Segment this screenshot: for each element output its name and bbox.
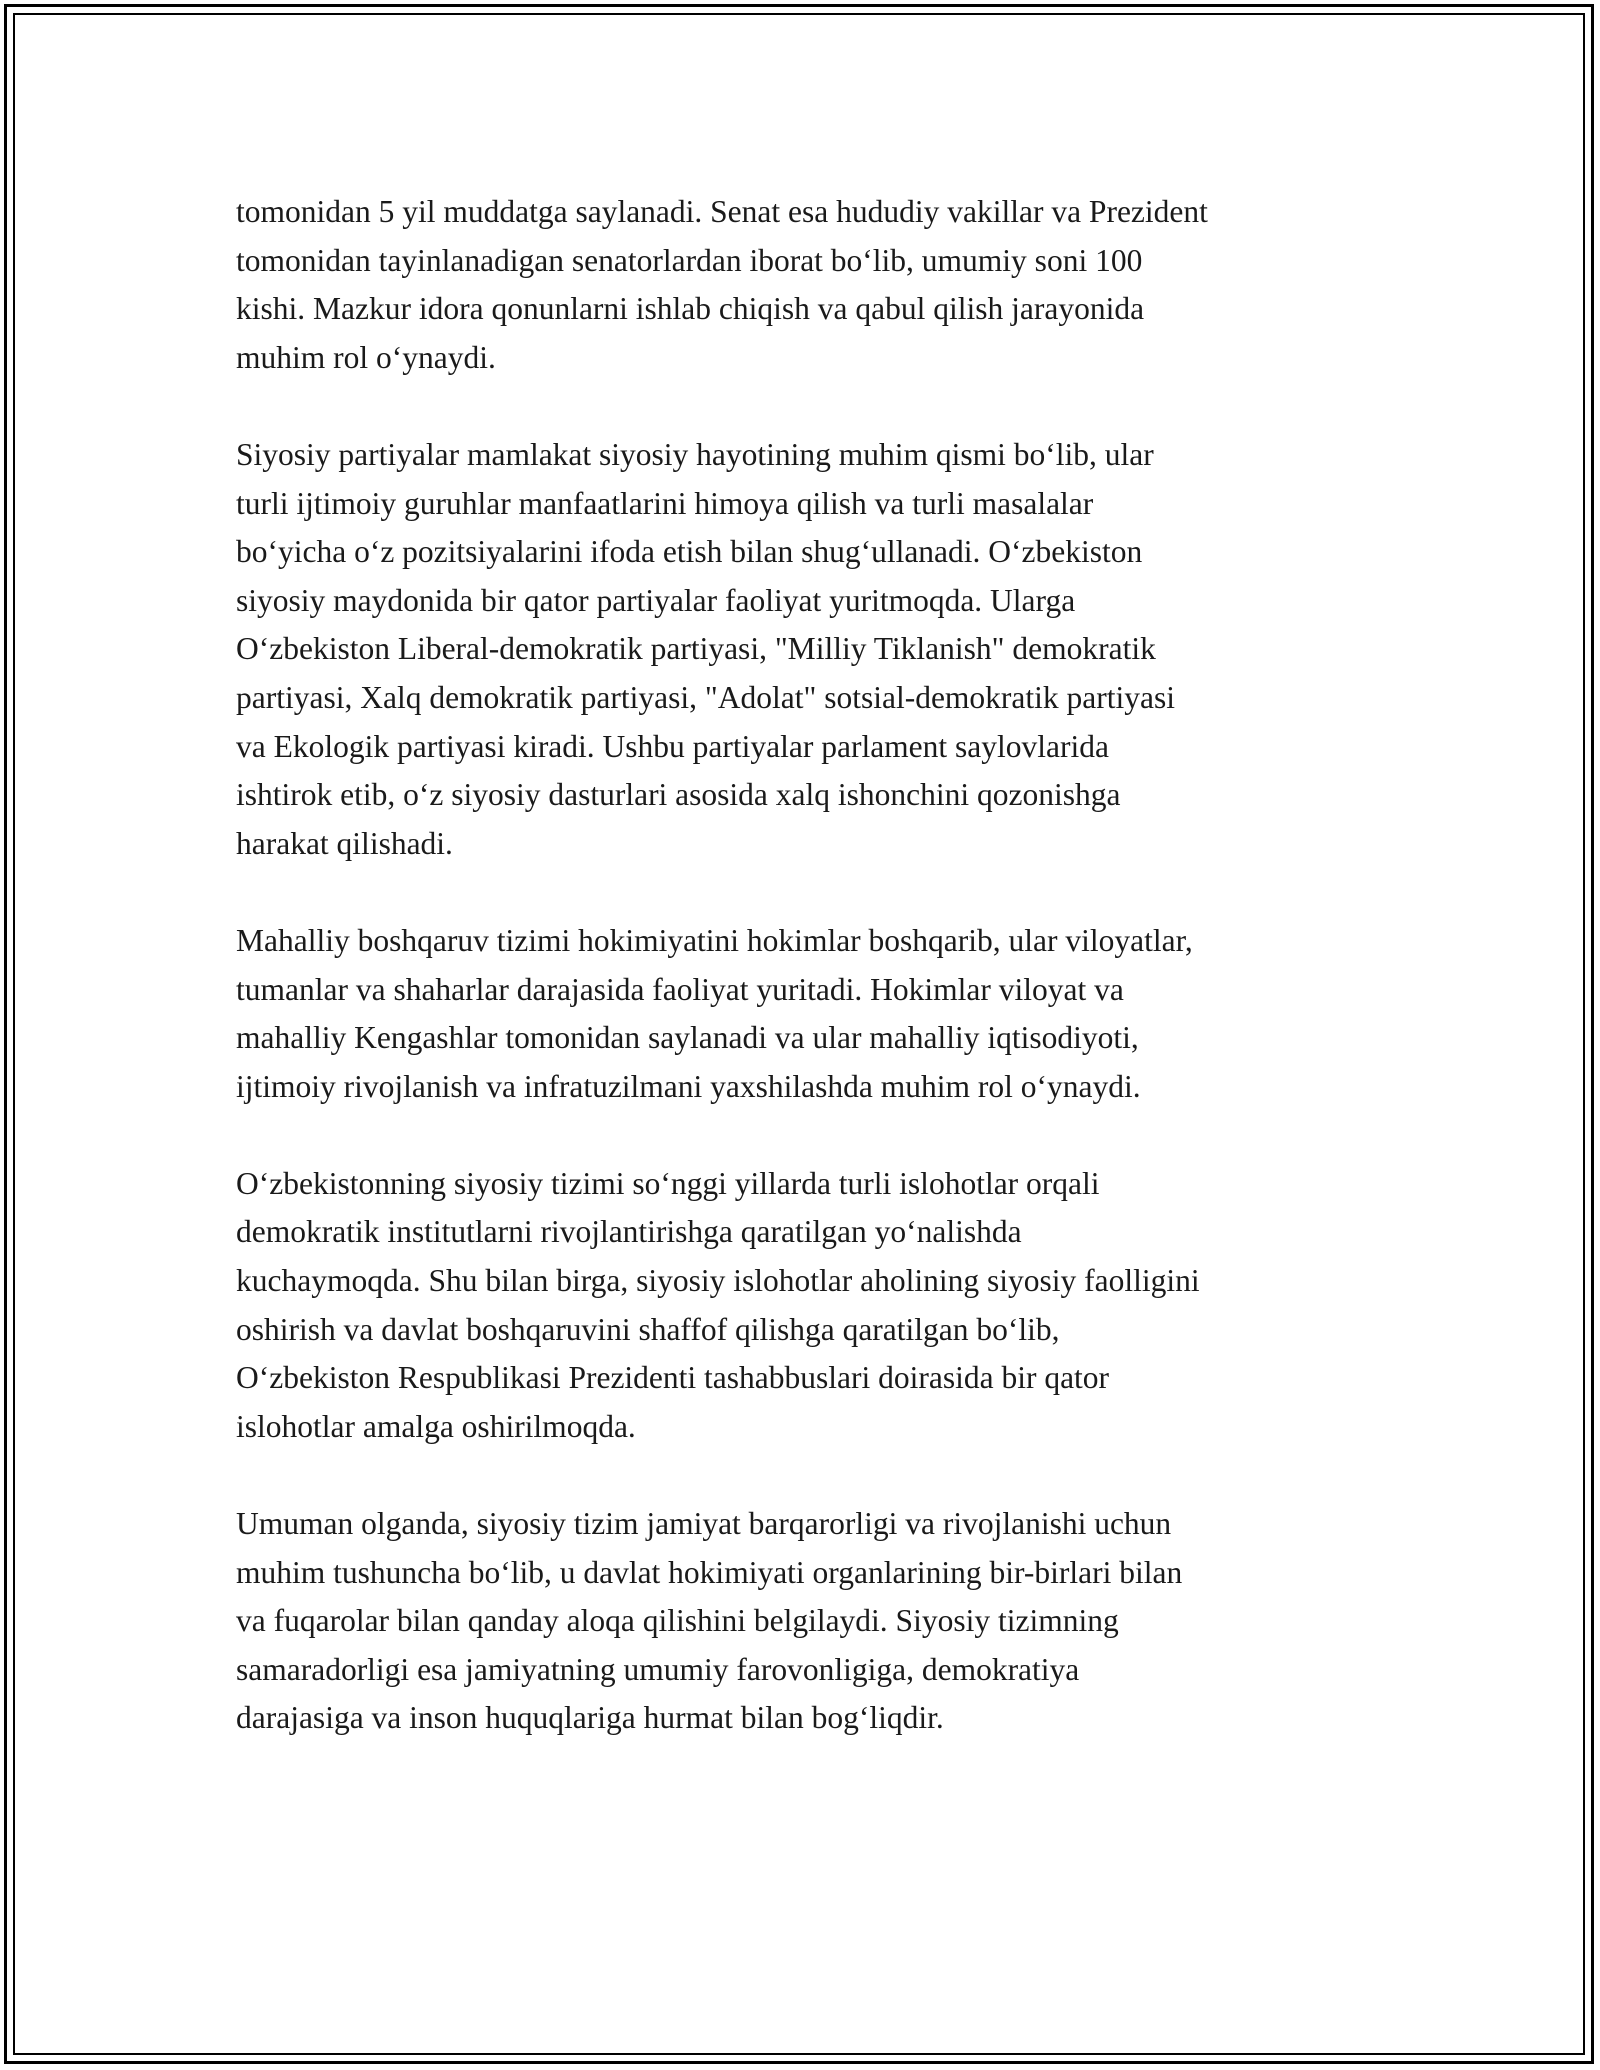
text-line: kuchaymoqda. Shu bilan birga, siyosiy islohotlar aholining siyosiy faolligini <box>236 1263 1200 1299</box>
text-line: siyosiy maydonida bir qator partiyalar faoliyat yuritmoqda. Ularga <box>236 582 1076 618</box>
text-line: va Ekologik partiyasi kiradi. Ushbu partiyalar parlament saylovlarida <box>236 728 1109 764</box>
text-line: Siyosiy partiyalar mamlakat siyosiy hayotining muhim qismi boʻlib, ular <box>236 436 1154 472</box>
text-line: islohotlar amalga oshirilmoqda. <box>236 1408 636 1444</box>
text-line: Oʻzbekiston Respublikasi Prezidenti tashabbuslari doirasida bir qator <box>236 1360 1110 1396</box>
text-line: tomonidan 5 yil muddatga saylanadi. Senat esa hududiy vakillar va Prezident <box>236 194 1208 229</box>
document-body <box>236 188 1386 1743</box>
text-line: va fuqarolar bilan qanday aloqa qilishini belgilaydi. Siyosiy tizimning <box>236 1603 1119 1639</box>
text-line: darajasiga va inson huquqlariga hurmat bilan bogʻliqdir. <box>236 1700 944 1736</box>
paragraph-reforms <box>236 1160 1386 1452</box>
text-line: Mahalliy boshqaruv tizimi hokimiyatini hokimlar boshqarib, ular viloyatlar, <box>236 922 1193 958</box>
text-line: muhim tushuncha boʻlib, u davlat hokimiyati organlarining bir-birlari bilan <box>236 1554 1183 1590</box>
text-line: Oʻzbekiston Liberal-demokratik partiyasi, "Milliy Tiklanish" demokratik <box>236 631 1156 667</box>
text-line: turli ijtimoiy guruhlar manfaatlarini himoya qilish va turli masalalar <box>236 485 1094 521</box>
paragraph-parliament <box>236 188 1386 382</box>
text-line: mahalliy Kengashlar tomonidan saylanadi va ular mahalliy iqtisodiyoti, <box>236 1020 1139 1056</box>
paragraph-conclusion <box>236 1500 1386 1743</box>
text-line: Oʻzbekistonning siyosiy tizimi soʻnggi yillarda turli islohotlar orqali <box>236 1165 1100 1201</box>
text-line: muhim rol oʻynaydi. <box>236 339 496 375</box>
paragraph-political-parties <box>236 431 1386 868</box>
text-line: Umuman olganda, siyosiy tizim jamiyat barqarorligi va rivojlanishi uchun <box>236 1506 1172 1542</box>
text-line: harakat qilishadi. <box>236 825 453 861</box>
text-line: kishi. Mazkur idora qonunlarni ishlab chiqish va qabul qilish jarayonida <box>236 291 1145 327</box>
text-line: oshirish va davlat boshqaruvini shaffof qilishga qaratilgan boʻlib, <box>236 1311 1060 1347</box>
text-line: boʻyicha oʻz pozitsiyalarini ifoda etish bilan shugʻullanadi. Oʻzbekiston <box>236 534 1143 570</box>
text-line: demokratik institutlarni rivojlantirishga qaratilgan yoʻnalishda <box>236 1214 1022 1250</box>
paragraph-local-governance <box>236 917 1386 1111</box>
text-line: ishtirok etib, oʻz siyosiy dasturlari asosida xalq ishonchini qozonishga <box>236 777 1121 813</box>
text-line: tumanlar va shaharlar darajasida faoliyat yuritadi. Hokimlar viloyat va <box>236 971 1124 1007</box>
text-line: ijtimoiy rivojlanish va infratuzilmani yaxshilashda muhim rol oʻynaydi. <box>236 1068 1141 1104</box>
text-line: partiyasi, Xalq demokratik partiyasi, "Adolat" sotsial-demokratik partiyasi <box>236 679 1175 715</box>
text-line: tomonidan tayinlanadigan senatorlardan iborat boʻlib, umumiy soni 100 <box>236 242 1143 278</box>
text-line: samaradorligi esa jamiyatning umumiy farovonligiga, demokratiya <box>236 1651 1080 1687</box>
